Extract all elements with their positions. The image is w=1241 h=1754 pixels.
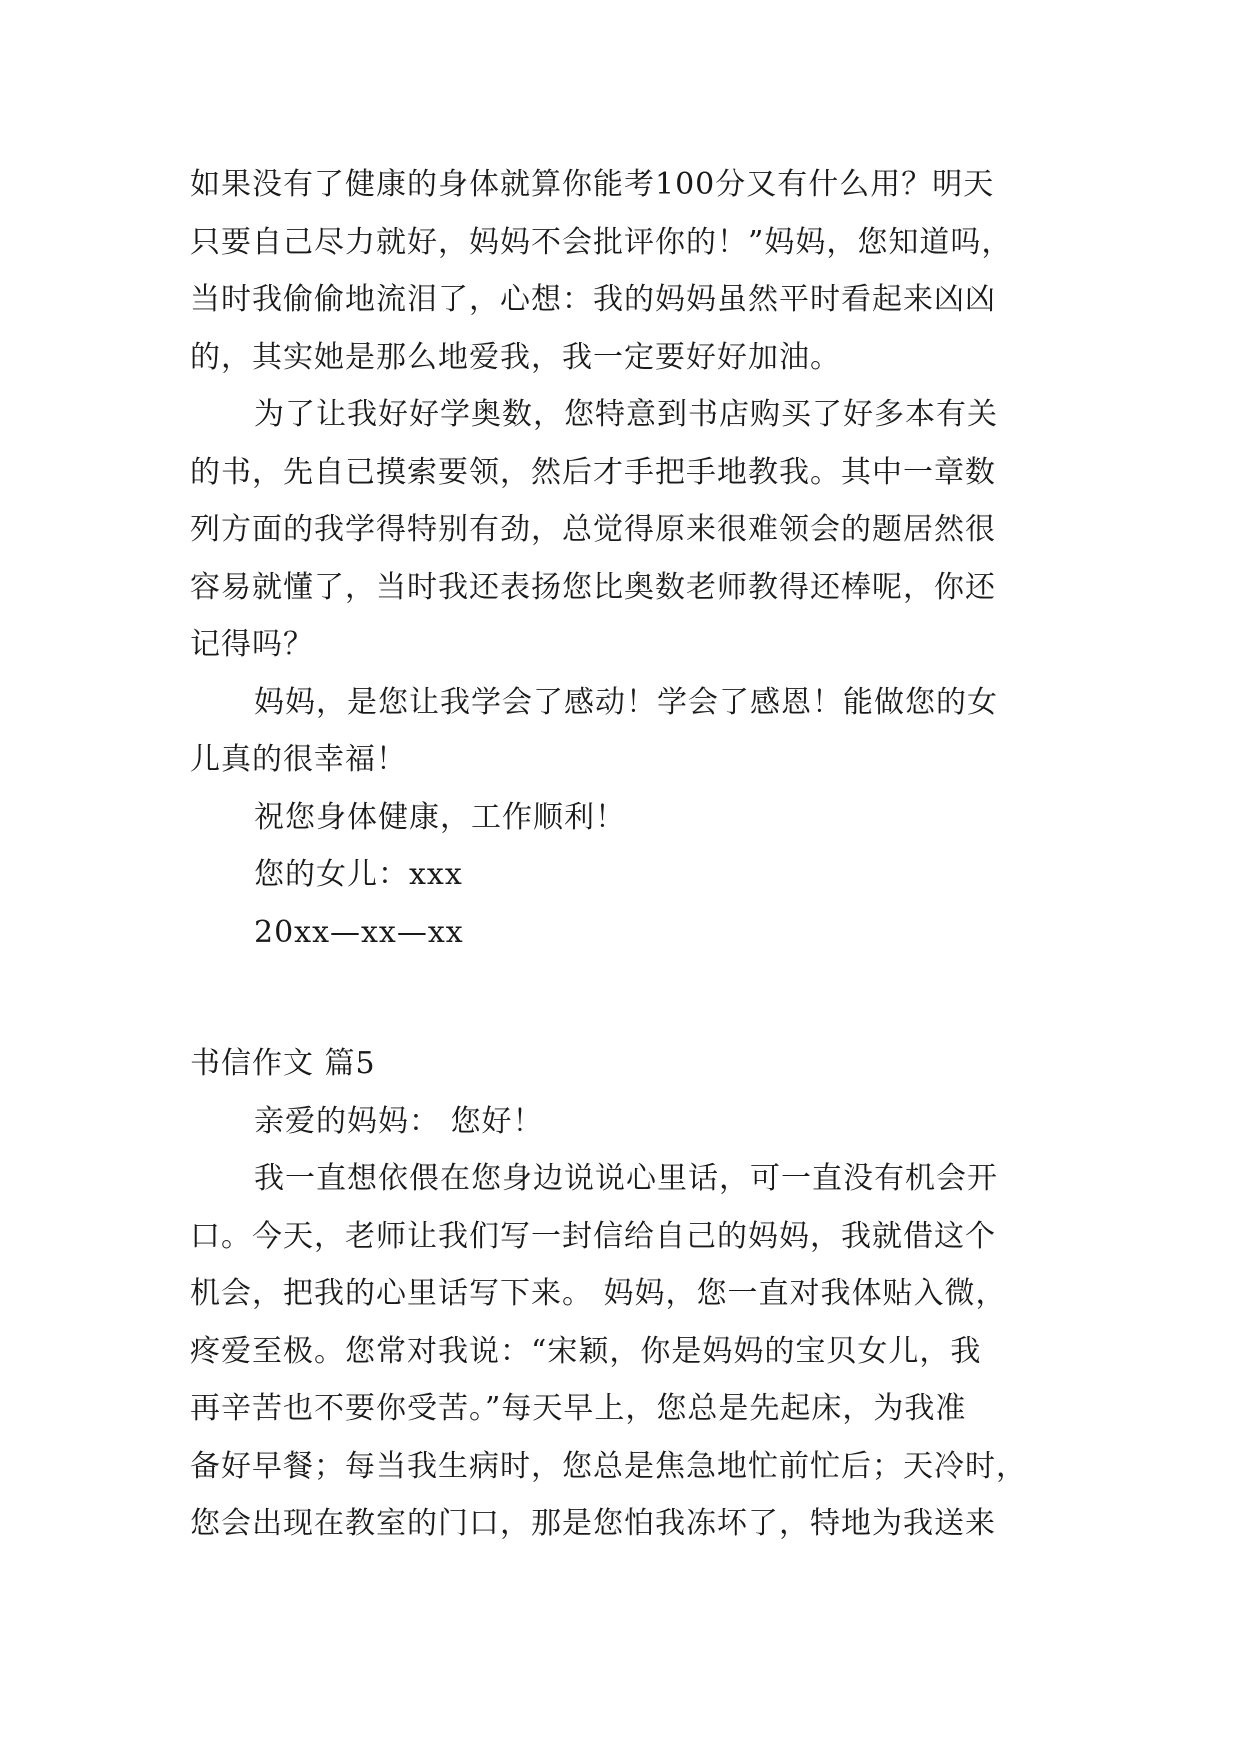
text-line: 备好早餐；每当我生病时，您总是焦急地忙前忙后；天冷时， — [190, 1448, 1027, 1484]
text-line: 的，其实她是那么地爱我，我一定要好好加油。 — [190, 339, 841, 375]
text-line: 记得吗？ — [190, 627, 314, 662]
text-line: 您会出现在教室的门口，那是您怕我冻坏了，特地为我送来 — [190, 1506, 996, 1541]
text-line: 我一直想依偎在您身边说说心里话，可一直没有机会开 — [254, 1161, 998, 1196]
salutation: 亲爱的妈妈： 您好！ — [254, 1103, 544, 1139]
text-line: 如果没有了健康的身体就算你能考100分又有什么用？明天 — [190, 167, 995, 202]
letter-date: 20xx—xx—xx — [254, 914, 464, 950]
text-line: 为了让我好好学奥数，您特意到书店购买了好多本有关 — [254, 397, 998, 432]
text-line: 容易就懂了，当时我还表扬您比奥数老师教得还棒呢，你还 — [190, 569, 996, 605]
letter-section-5 — [190, 1035, 1050, 1553]
text-line: 再辛苦也不要你受苦。”每天早上，您总是先起床，为我准 — [190, 1391, 967, 1426]
text-line: 的书，先自已摸索要领，然后才手把手地教我。其中一章数 — [190, 454, 996, 490]
closing-wish: 祝您身体健康，工作顺利！ — [254, 799, 626, 835]
text-line: 列方面的我学得特别有劲，总觉得原来很难领会的题居然很 — [190, 512, 996, 547]
letter-body-part-1 — [190, 156, 1050, 961]
text-line: 儿真的很幸福！ — [190, 742, 407, 777]
text-line: 机会，把我的心里话写下来。 妈妈，您一直对我体贴入微， — [190, 1276, 1007, 1311]
section-heading: 书信作文 篇5 — [190, 1046, 376, 1081]
signature: 您的女儿：xxx — [254, 857, 463, 892]
text-line: 当时我偷偷地流泪了，心想：我的妈妈虽然平时看起来凶凶 — [190, 282, 996, 317]
text-line: 口。今天，老师让我们写一封信给自己的妈妈，我就借这个 — [190, 1218, 996, 1254]
text-line: 疼爱至极。您常对我说：“宋颖，你是妈妈的宝贝女儿，我 — [190, 1333, 982, 1369]
text-line: 妈妈，是您让我学会了感动！学会了感恩！能做您的女 — [254, 684, 998, 720]
text-line: 只要自己尽力就好，妈妈不会批评你的！”妈妈，您知道吗， — [190, 224, 1013, 260]
